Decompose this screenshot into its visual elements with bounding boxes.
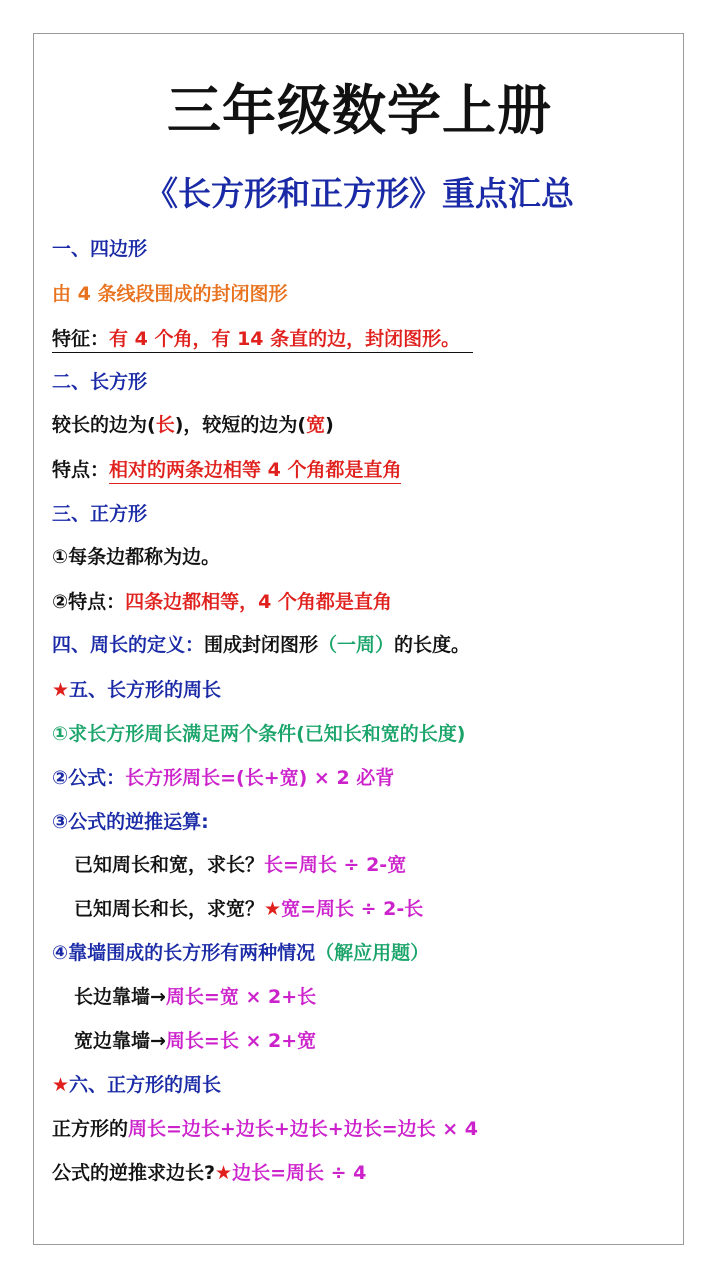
feature-text: 四条边都相等，4 个角都是直角 <box>125 591 392 613</box>
section-4-line <box>52 631 470 659</box>
feature-label: 特征： <box>52 328 110 350</box>
section-2-line-1 <box>52 411 334 439</box>
formula-text: 长方形周长=(长+宽) × 2 必背 <box>125 767 395 789</box>
section-1-definition: 由 4 条线段围成的封闭图形 <box>52 283 288 305</box>
section-5-heading <box>52 676 221 704</box>
star-icon: ★ <box>264 898 282 920</box>
section-1-feature <box>52 325 473 353</box>
question-text: 已知周长和长，求宽？ <box>74 898 265 920</box>
text-segment: )，较短的边为( <box>174 414 307 436</box>
text-segment: 宽 <box>306 414 326 436</box>
text-segment: 正方形的 <box>52 1118 129 1140</box>
section-5-line-4 <box>74 851 406 879</box>
question-text: 已知周长和宽，求长？ <box>74 854 265 876</box>
section-2-feature <box>52 456 401 484</box>
formula-text: 边长=周长 ÷ 4 <box>232 1162 367 1184</box>
formula-text: 宽=周长 ÷ 2-长 <box>281 898 424 920</box>
text-segment: （一周） <box>318 634 395 656</box>
section-5-line-7 <box>74 983 316 1011</box>
text-segment: 公式的逆推求边长? <box>52 1162 216 1184</box>
feature-label: ②特点： <box>52 591 126 613</box>
page-title: 三年级数学上册 <box>167 78 552 142</box>
text-segment: 长边靠墙→ <box>74 986 166 1008</box>
section-1-heading: 一、四边形 <box>52 238 148 260</box>
heading-text: 六、正方形的周长 <box>69 1074 222 1096</box>
section-6-line-2 <box>52 1159 366 1187</box>
star-icon: ★ <box>215 1162 233 1184</box>
text-segment: ④靠墙围成的长方形有两种情况 <box>52 942 316 964</box>
star-icon: ★ <box>52 1074 70 1096</box>
section-5-line-3: ③公式的逆推运算: <box>52 811 209 833</box>
section-3-line-1: ①每条边都称为边。 <box>52 546 221 568</box>
text-segment: （解应用题） <box>315 942 430 964</box>
star-icon: ★ <box>52 679 70 701</box>
section-5-line-2 <box>52 764 394 792</box>
text-segment: 的长度。 <box>394 634 471 656</box>
section-5-line-5 <box>74 895 423 923</box>
text-segment: 长 <box>155 414 175 436</box>
formula-text: 长=周长 ÷ 2-宽 <box>264 854 407 876</box>
section-5-line-1: ①求长方形周长满足两个条件(已知长和宽的长度) <box>52 723 466 745</box>
formula-text: 周长=长 × 2+宽 <box>165 1030 317 1052</box>
section-6-heading <box>52 1071 221 1099</box>
page-subtitle: 《长方形和正方形》重点汇总 <box>145 174 574 213</box>
formula-label: ②公式： <box>52 767 126 789</box>
feature-text: 有 4 个角，有 14 条直的边，封闭图形。 <box>109 328 461 350</box>
section-3-line-2 <box>52 588 392 616</box>
text-segment: 围成封闭图形 <box>204 634 319 656</box>
formula-text: 周长=宽 × 2+长 <box>165 986 317 1008</box>
text-segment: ) <box>325 414 334 436</box>
section-5-line-8 <box>74 1027 316 1055</box>
formula-text: 周长=边长+边长+边长+边长=边长 × 4 <box>128 1118 478 1140</box>
feature-text: 相对的两条边相等 4 个角都是直角 <box>109 459 401 484</box>
feature-label: 特点： <box>52 459 110 481</box>
heading-text: 五、长方形的周长 <box>69 679 222 701</box>
section-5-line-6 <box>52 939 429 967</box>
section-2-heading: 二、长方形 <box>52 371 148 393</box>
text-segment: 较长的边为( <box>52 414 156 436</box>
text-segment: 宽边靠墙→ <box>74 1030 166 1052</box>
section-3-heading: 三、正方形 <box>52 503 148 525</box>
section-6-line-1 <box>52 1115 478 1143</box>
section-4-heading: 四、周长的定义： <box>52 634 205 656</box>
